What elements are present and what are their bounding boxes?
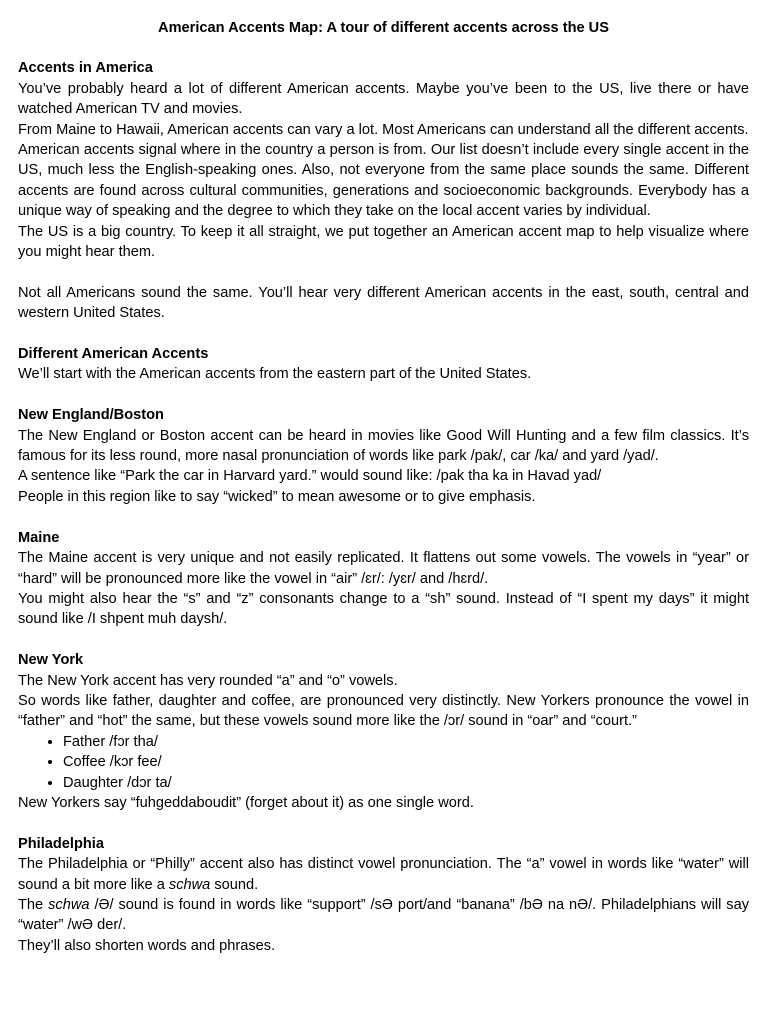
paragraph: New Yorkers say “fuhgeddaboudit” (forget about it) as one single word. [18,794,474,811]
paragraph: A sentence like “Park the car in Harvard yard.” would sound like: /pak tha ka in Havad yad/ [18,468,602,485]
heading-accents-in-america: Accents in America [18,60,153,77]
list-item: • Coffee /kɔr fee/ [63,752,749,772]
paragraph: Not all Americans sound the same. You’ll hear very different American accents in the east, south, central and western United States. [18,284,749,322]
heading-maine: Maine [18,529,60,546]
list-item: • Father /fɔr tha/ [63,732,749,752]
heading-new-york: New York [18,652,84,669]
text-run: /Ə/ sound is found in words like “support” /sƏ port/and “banana” /bƏ na nƏ/. Philadelphians will say “water” /wƏ der/. [18,896,749,934]
paragraph: The New York accent has very rounded “a” and “o” vowels. [18,672,398,689]
document-title: American Accents Map: A tour of different accents across the US [158,20,609,36]
paragraph: They’ll also shorten words and phrases. [18,937,276,954]
paragraph: We’ll start with the American accents from the eastern part of the United States. [18,366,532,383]
italic-term-schwa: schwa [48,896,90,913]
italic-term-schwa: schwa [168,876,211,893]
paragraph: So words like father, daughter and coffee, are pronounced very distinctly. New Yorkers pronounce the vowel in “father” and “hot” the same, but these vowels sound more like the /ɔr/ sound in “oar” and “court.” [18,692,749,730]
text-run: The Philadelphia or “Philly” accent also has distinct vowel pronunciation. The “a” vowel in words like “water” will sound a bit more like a [18,856,749,893]
paragraph: You’ve probably heard a lot of different American accents. Maybe you’ve been to the US, live there or have watched American TV and movies. [18,80,749,118]
paragraph: The New England or Boston accent can be heard in movies like Good Will Hunting and a few film classics. It’s famous for its less round, more nasal pronunciation of words like park /pak/, car /ka/ and yard /yad/. [18,427,749,465]
paragraph: From Maine to Hawaii, American accents can vary a lot. Most Americans can understand all the different accents. [18,121,749,138]
heading-new-england-boston: New England/Boston [18,407,164,424]
text-run: The [18,896,49,913]
paragraph: American accents signal where in the country a person is from. Our list doesn’t include every single accent in the US, much less the English-speaking ones. Also, not everyone from the same place sounds the same. Different accents are found across cultural communities, generations and socioeconomic backgrounds. Everybody has a unique way of speaking and the degree to which they take on the local accent varies by individual. [18,142,749,220]
paragraph: People in this region like to say “wicked” to mean awesome or to give emphasis. [18,488,536,505]
pronunciation-list [18,732,749,793]
text-run: sound. [210,876,259,893]
paragraph: The US is a big country. To keep it all straight, we put together an American accent map to help visualize where you might hear them. [18,223,749,261]
heading-different-american-accents: Different American Accents [18,346,209,363]
paragraph: The Maine accent is very unique and not easily replicated. It flattens out some vowels. The vowels in “year” or “hard” will be pronounced more like the vowel in “air” /ɛr/: /yɛr/ and /hɛrd/. [18,550,749,587]
paragraph [18,854,749,895]
heading-philadelphia: Philadelphia [18,835,104,852]
list-item: • Daughter /dɔr ta/ [63,773,749,793]
paragraph: You might also hear the “s” and “z” consonants change to a “sh” sound. Instead of “I spent my days” it might sound like /I shpent muh daysh/. [18,590,749,628]
paragraph [18,895,749,936]
